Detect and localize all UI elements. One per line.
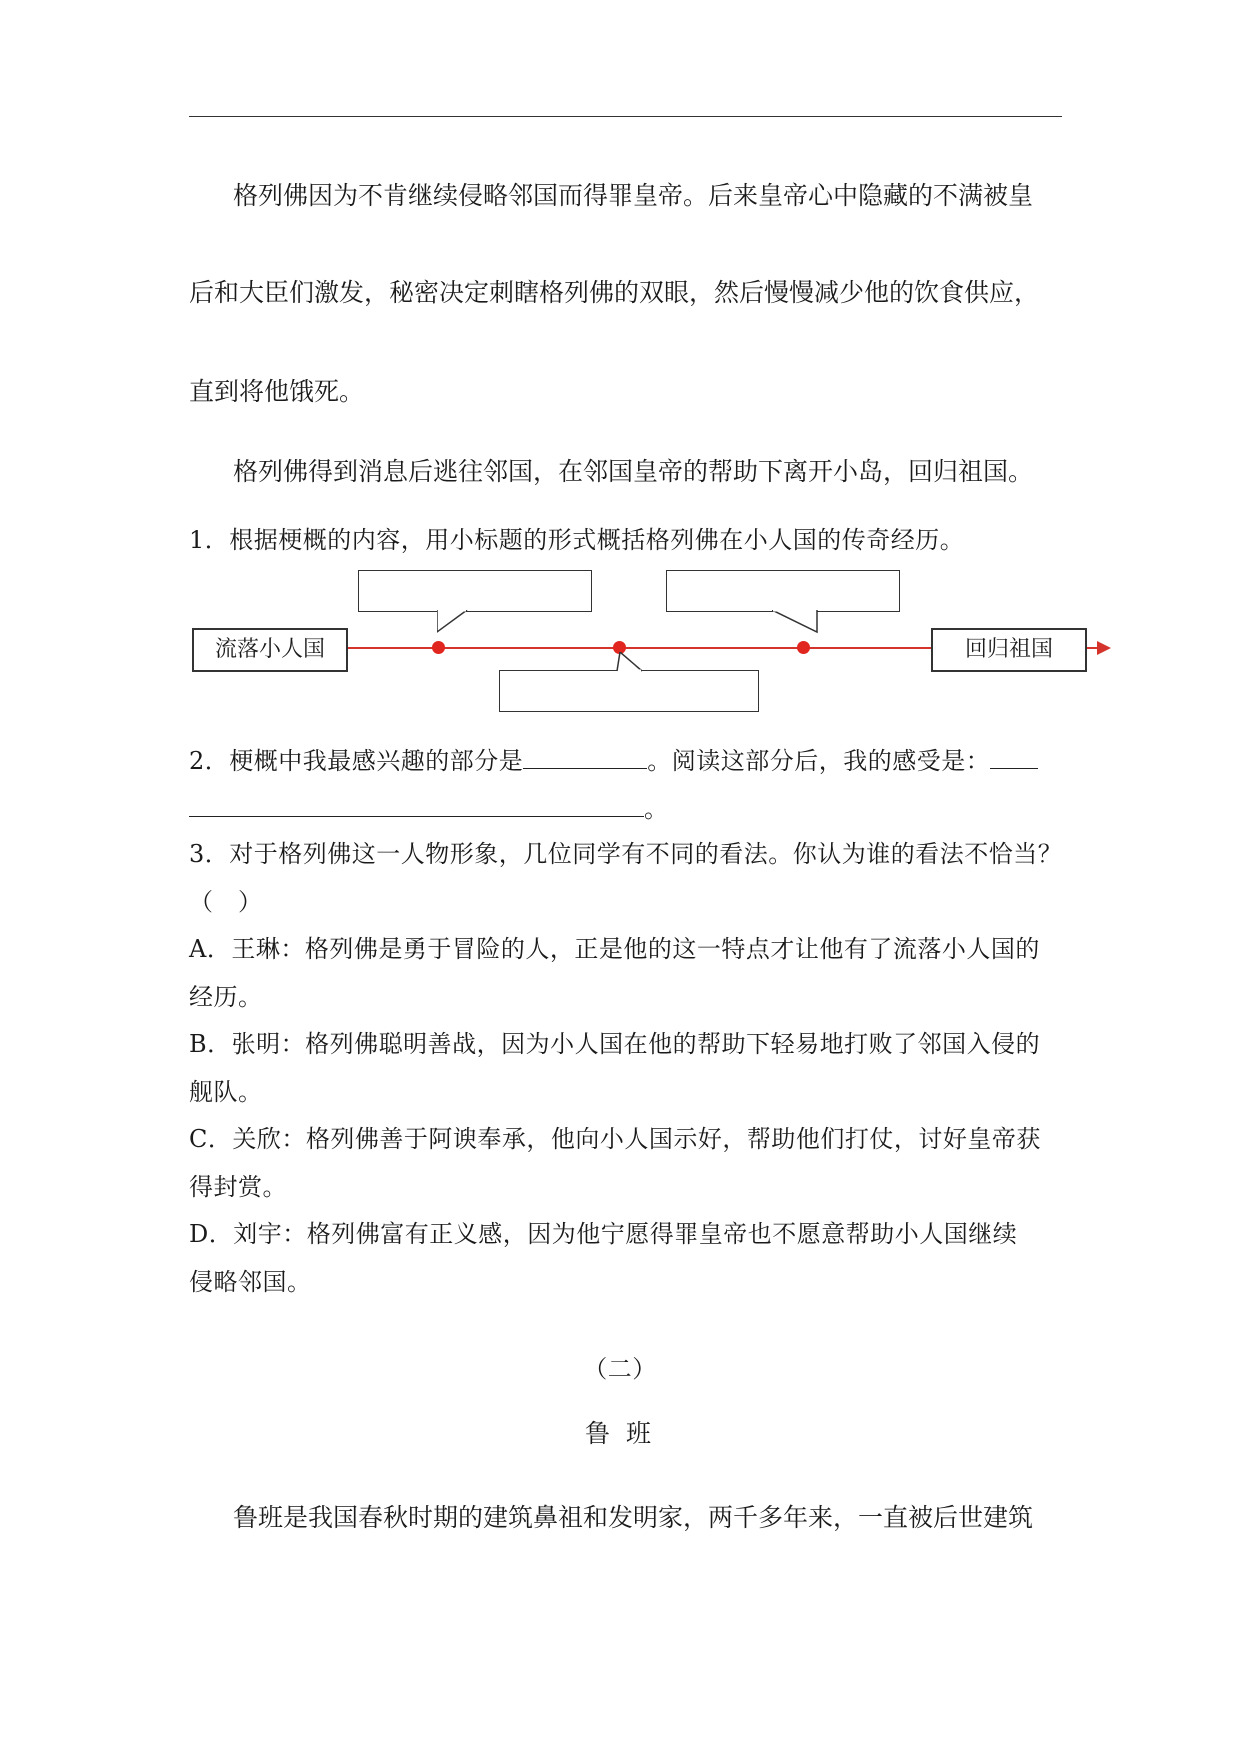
- subtitle-answer-box-1[interactable]: [358, 570, 592, 612]
- question-2: [189, 744, 1038, 777]
- storyline-diagram: [192, 570, 1092, 720]
- question-2-prompt: 2．梗概中我最感兴趣的部分是: [189, 747, 524, 775]
- option-c-cont: 得封赏。: [189, 1173, 287, 1201]
- option-b-cont: 舰队。: [189, 1078, 263, 1106]
- option-a-cont: 经历。: [189, 983, 263, 1011]
- story-para1-line3: 直到将他饿死。: [189, 377, 365, 406]
- bubble-tail: [772, 610, 822, 634]
- question-1: 1．根据梗概的内容，用小标题的形式概括格列佛在小人国的传奇经历。: [189, 526, 965, 554]
- option-d-cont: 侵略邻国。: [189, 1268, 312, 1296]
- interest-answer-blank[interactable]: [523, 744, 647, 769]
- timeline-point: [432, 641, 445, 654]
- question-3: 3．对于格列佛这一人物形象，几位同学有不同的看法。你认为谁的看法不恰当？: [189, 840, 1063, 868]
- option-c: C．关欣：格列佛善于阿谀奉承，他向小人国示好，帮助他们打仗，讨好皇帝获: [189, 1125, 1041, 1153]
- option-a: A．王琳：格列佛是勇于冒险的人，正是他的这一特点才让他有了流落小人国的: [189, 935, 1040, 963]
- question-2-end: 。: [644, 795, 669, 823]
- arrow-head-icon: [1097, 641, 1111, 655]
- section2-intro-line1: 鲁班是我国春秋时期的建筑鼻祖和发明家，两千多年来，一直被后世建筑: [233, 1503, 1034, 1532]
- subtitle-answer-box-3[interactable]: [666, 570, 900, 612]
- question-3-answer-paren[interactable]: （ ）: [189, 888, 263, 916]
- option-b: B．张明：格列佛聪明善战，因为小人国在他的帮助下轻易地打败了邻国入侵的: [189, 1030, 1041, 1058]
- start-label-box: 流落小人国: [192, 628, 348, 672]
- story-para2: 格列佛得到消息后逃往邻国，在邻国皇帝的帮助下离开小岛，回归祖国。: [233, 457, 1034, 486]
- bubble-tail: [612, 652, 652, 672]
- option-d: D．刘宇：格列佛富有正义感，因为他宁愿得罪皇帝也不愿意帮助小人国继续: [189, 1220, 1018, 1248]
- header-rule: [189, 116, 1062, 117]
- feeling-answer-blank-2[interactable]: [189, 792, 644, 817]
- subtitle-answer-box-2[interactable]: [499, 670, 759, 712]
- end-label-box: 回归祖国: [931, 628, 1087, 672]
- section-title: 鲁 班: [585, 1419, 655, 1448]
- question-2-prompt-2: 。阅读这部分后，我的感受是：: [647, 747, 991, 775]
- story-para1-line1: 格列佛因为不肯继续侵略邻国而得罪皇帝。后来皇帝心中隐藏的不满被皇: [233, 181, 1034, 210]
- timeline-point: [797, 641, 810, 654]
- story-para1-line2: 后和大臣们激发，秘密决定刺瞎格列佛的双眼，然后慢慢减少他的饮食供应，: [189, 278, 1040, 307]
- feeling-answer-blank[interactable]: [990, 744, 1038, 769]
- bubble-tail: [437, 610, 477, 634]
- section-number: （二）: [583, 1355, 657, 1383]
- question-2-line2: [189, 792, 669, 825]
